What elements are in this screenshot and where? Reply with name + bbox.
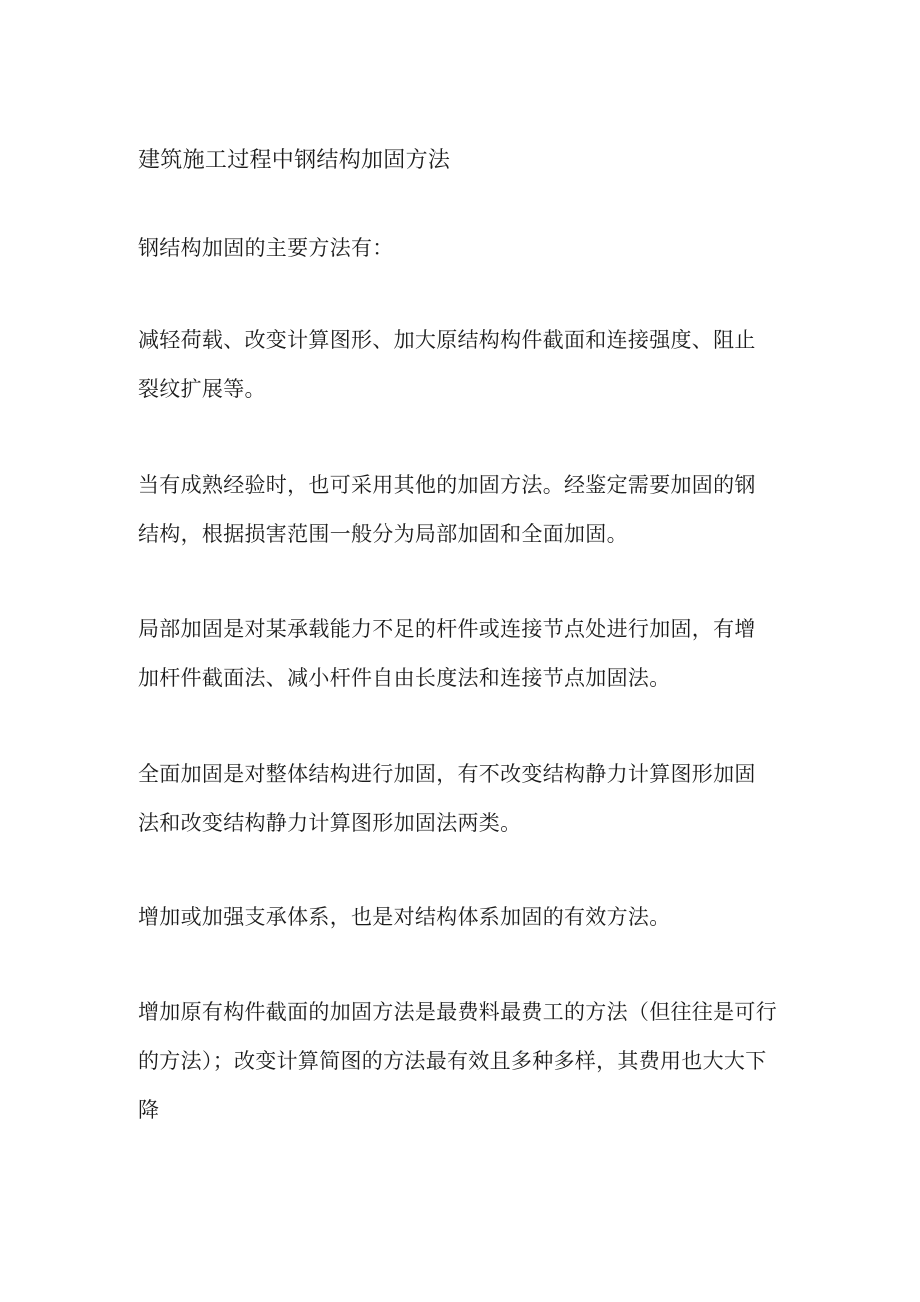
paragraph-line: 法和改变结构静力计算图形加固法两类。 (138, 811, 522, 835)
paragraph-line: 结构，根据损害范围一般分为局部加固和全面加固。 (138, 522, 628, 546)
paragraph-line: 减轻荷载、改变计算图形、加大原结构构件截面和连接强度、阻止 (138, 328, 756, 352)
paragraph-line: 的方法）；改变计算简图的方法最有效且多种多样，其费用也大大下 (138, 1049, 767, 1073)
paragraph-line: 当有成熟经验时，也可采用其他的加固方法。经鉴定需要加固的钢 (138, 473, 756, 497)
paragraph-line: 加杆件截面法、减小杆件自由长度法和连接节点加固法。 (138, 666, 671, 690)
paragraph-line: 降 (138, 1098, 160, 1122)
paragraph-line: 局部加固是对某承载能力不足的杆件或连接节点处进行加固，有增 (138, 617, 756, 641)
paragraph-line: 裂纹扩展等。 (138, 377, 266, 401)
paragraph-line: 钢结构加固的主要方法有： (138, 236, 394, 260)
paragraph-line: 全面加固是对整体结构进行加固，有不改变结构静力计算图形加固 (138, 762, 756, 786)
paragraph-line: 增加或加强支承体系，也是对结构体系加固的有效方法。 (138, 905, 671, 929)
document-title: 建筑施工过程中钢结构加固方法 (138, 148, 451, 173)
paragraph-line: 增加原有构件截面的加固方法是最费料最费工的方法（但往往是可行 (138, 1000, 777, 1024)
